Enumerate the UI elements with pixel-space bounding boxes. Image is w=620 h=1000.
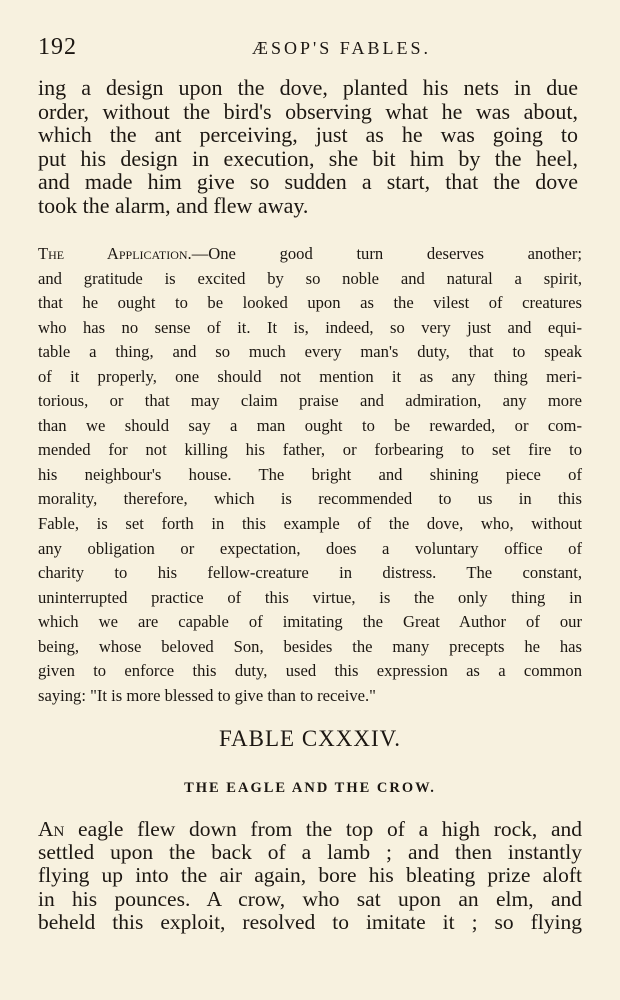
text-line: table a thing, and so much every man's duty, that to speak: [38, 342, 582, 362]
application-line-text: —One good turn deserves another;: [191, 244, 582, 263]
text-line: put his design in execution, she bit him by the heel,: [38, 145, 578, 171]
text-line: charity to his fellow-creature in distress. The constant,: [38, 563, 582, 583]
running-head: ÆSOP'S FABLES.: [252, 38, 431, 58]
text-line: [38, 242, 582, 267]
text-line: in his pounces. A crow, who sat upon an elm, and: [38, 886, 582, 911]
fable-paragraph: [38, 818, 582, 934]
text-line: which the ant perceiving, just as he was going to: [38, 122, 578, 147]
text-line: torious, or that may claim praise and admiration, any more: [38, 391, 582, 411]
text-line: beheld this exploit, resolved to imitate it ; so flying: [38, 909, 582, 934]
text-line: ing a design upon the dove, planted his nets in due: [38, 75, 578, 100]
text-line: flying up into the air again, bore his bleating prize aloft: [38, 863, 582, 888]
text-line: took the alarm, and flew away.: [38, 192, 309, 218]
text-line: who has no sense of it. It is, indeed, so very just and equi-: [38, 317, 582, 337]
text-line: morality, therefore, which is recommended to us in this: [38, 489, 582, 509]
text-line: of it properly, one should not mention it as any thing meri-: [38, 366, 582, 386]
text-line: which we are capable of imitating the Great Author of our: [38, 612, 582, 632]
fable-line-text: eagle flew down from the top of a high rock, and: [64, 817, 582, 841]
text-line: and gratitude is excited by so noble and natural a spirit,: [38, 268, 582, 288]
text-line: uninterrupted practice of this virtue, is the only thing in: [38, 587, 582, 607]
text-line: given to enforce this duty, used this expression as a common: [38, 661, 582, 681]
text-line: saying: "It is more blessed to give than to receive.": [38, 685, 376, 705]
application-paragraph: [38, 242, 582, 708]
application-label: The Application.: [38, 244, 192, 263]
page-number: 192: [38, 34, 77, 60]
text-line: order, without the bird's observing what he was about,: [38, 98, 578, 124]
text-line: that he ought to be looked upon as the vilest of creatures: [38, 293, 582, 313]
text-line: settled upon the back of a lamb ; and then instantly: [38, 840, 582, 865]
text-line: [38, 818, 582, 841]
text-line: than we should say a man ought to be rewarded, or com-: [38, 415, 582, 435]
text-line: any obligation or expectation, does a voluntary office of: [38, 538, 582, 558]
text-line: and made him give so sudden a start, that the dove: [38, 169, 578, 194]
fable-number-heading: FABLE CXXXIV.: [218, 726, 402, 751]
first-word: An: [38, 817, 65, 841]
text-line: Fable, is set forth in this example of the dove, who, without: [38, 514, 582, 534]
text-line: his neighbour's house. The bright and shining piece of: [38, 464, 582, 484]
continued-paragraph: [38, 76, 578, 217]
text-line: being, whose beloved Son, besides the many precepts he has: [38, 636, 582, 656]
fable-title: THE EAGLE AND THE CROW.: [184, 780, 436, 796]
text-line: mended for not killing his father, or forbearing to set fire to: [38, 440, 582, 460]
page-header: [38, 34, 590, 64]
